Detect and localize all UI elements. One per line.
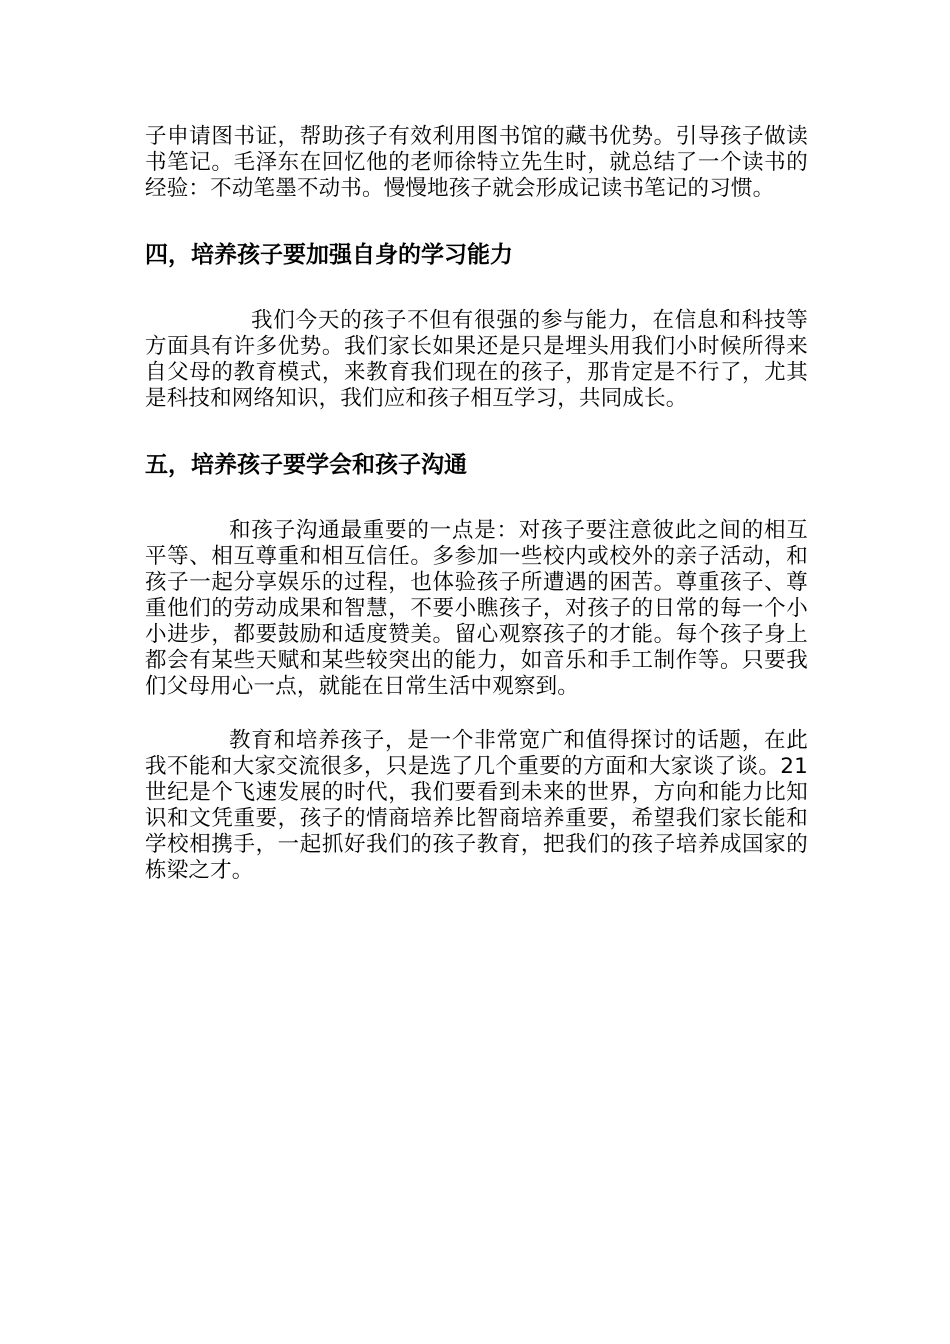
section-five-heading: 五，培养孩子要学会和孩子沟通 <box>145 452 467 478</box>
intro-paragraph: 子申请图书证，帮助孩子有效利用图书馆的藏书优势。引导孩子做读书笔记。毛泽东在回忆他的老师徐特立先生时，就总结了一个读书的经验：不动笔墨不动书。慢慢地孩子就会形成记读书笔记的习惯。 <box>145 124 808 201</box>
section-five-paragraph: 和孩子沟通最重要的一点是：对孩子要注意彼此之间的相互平等、相互尊重和相互信任。多参加一些校内或校外的亲子活动，和孩子一起分享娱乐的过程，也体验孩子所遭遇的困苦。尊重孩子、尊重他们的劳动成果和智慧，不要小瞧孩子，对孩子的日常的每一个小小进步，都要鼓励和适度赞美。留心观察孩子的才能。每个孩子身上都会有某些天赋和某些较突出的能力，如音乐和手工制作等。只要我们父母用心一点，就能在日常生活中观察到。 <box>145 518 808 699</box>
section-four-paragraph: 我们今天的孩子不但有很强的参与能力，在信息和科技等方面具有许多优势。我们家长如果还是只是埋头用我们小时候所得来自父母的教育模式，来教育我们现在的孩子，那肯定是不行了，尤其是科技和网络知识，我们应和孩子相互学习，共同成长。 <box>145 308 808 411</box>
conclusion-paragraph: 教育和培养孩子，是一个非常宽广和值得探讨的话题，在此我不能和大家交流很多，只是选了几个重要的方面和大家谈了谈。21 世纪是个飞速发展的时代，我们要看到未来的世界，方向和能力比知识和文凭重要，孩子的情商培养比智商培养重要，希望我们家长能和学校相携手，一起抓好我们的孩子教育，把我们的孩子培养成国家的栋梁之才。 <box>145 728 808 883</box>
section-four-heading: 四，培养孩子要加强自身的学习能力 <box>145 242 513 268</box>
document-body <box>145 124 808 884</box>
